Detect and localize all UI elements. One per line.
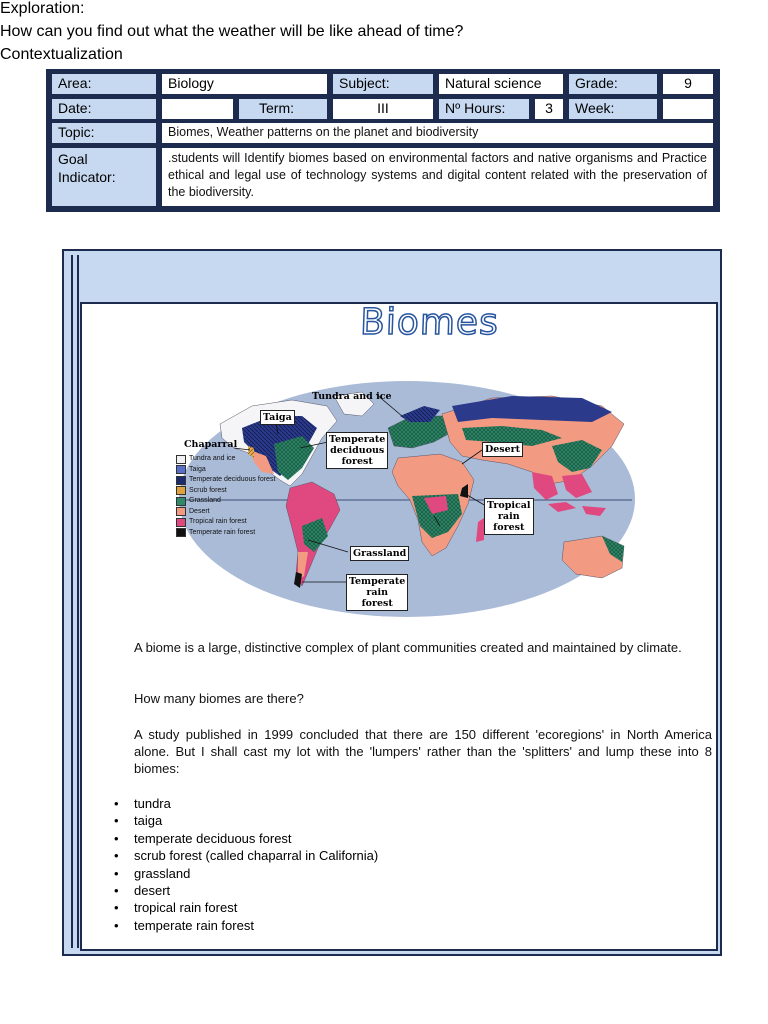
legend-swatch	[176, 486, 186, 495]
legend-swatch	[176, 518, 186, 527]
biome-study-paragraph: A study published in 1999 concluded that there are 150 different 'ecoregions' in North America alone. But I shall cast my lot with the 'lumpers' rather than the 'splitters' and lump these into 8 biomes:	[134, 727, 712, 776]
legend-item	[176, 475, 296, 486]
biome-definition: A biome is a large, distinctive complex of plant communities created and maintained by climate.	[134, 640, 682, 655]
legend-swatch	[176, 507, 186, 516]
exploration-question: How can you find out what the weather will be like ahead of time?	[0, 23, 464, 40]
legend-swatch	[176, 528, 186, 537]
map-label-trf-line2: rain	[366, 587, 389, 598]
week-value	[662, 98, 714, 120]
legend-item	[176, 454, 296, 465]
map-label-tr-line1: Tropical	[487, 500, 531, 511]
legend-label: Temperate rain forest	[189, 528, 256, 536]
world-biomes-map	[162, 376, 652, 622]
map-label-trf-line1: Temperate	[349, 576, 406, 587]
list-item: • temperate rain forest	[112, 917, 512, 934]
list-item: • desert	[112, 882, 512, 899]
map-label-td-line1: Temperate	[329, 434, 386, 445]
biome-list	[112, 795, 512, 934]
legend-item	[176, 507, 296, 518]
biomes-title: Biomes	[359, 302, 500, 343]
legend-label: Grassland	[189, 497, 221, 504]
goal-label-line1: Goal	[58, 151, 88, 167]
map-label-tr-line3: forest	[493, 522, 525, 533]
list-item: • tropical rain forest	[112, 899, 512, 916]
legend-item	[176, 496, 296, 507]
list-item: • scrub forest (called chaparral in California)	[112, 847, 512, 864]
term-value: III	[332, 98, 434, 120]
legend-label: Tundra and ice	[189, 455, 236, 462]
legend-label: Tropical rain forest	[189, 518, 247, 525]
map-label-temperate-deciduous	[326, 432, 388, 469]
goal-label-line2: Indicator:	[58, 169, 116, 185]
contextualization-heading: Contextualization	[0, 46, 123, 63]
map-label-chaparral: Chaparral	[184, 439, 238, 450]
map-label-tr-line2: rain	[497, 511, 520, 522]
map-label-temperate-rain-forest	[346, 574, 408, 611]
legend-item	[176, 486, 296, 497]
map-label-td-line2: deciduous	[330, 445, 385, 456]
topic-label: Topic:	[51, 122, 157, 144]
map-label-grassland: Grassland	[350, 546, 409, 561]
legend-item	[176, 517, 296, 528]
goal-indicator-text: .students will Identify biomes based on environmental factors and native organisms and Practice ethical and legal use of technology systems and digital content related with the preservation of the biodiversity.	[161, 147, 714, 207]
map-label-desert: Desert	[482, 442, 523, 457]
legend-swatch	[176, 455, 186, 464]
hours-value: 3	[534, 98, 564, 120]
map-label-tropical-rain-forest	[484, 498, 534, 535]
goal-indicator-label	[51, 147, 157, 207]
legend-label: Desert	[189, 507, 210, 515]
list-item: • grassland	[112, 865, 512, 882]
list-item: • tundra	[112, 795, 512, 812]
legend-swatch	[176, 476, 186, 485]
map-label-trf-line3: forest	[361, 598, 393, 609]
map-label-taiga: Taiga	[260, 410, 295, 425]
legend-label: Taiga	[189, 465, 206, 473]
legend-item	[176, 528, 296, 539]
grade-label: Grade:	[568, 73, 658, 95]
topic-value: Biomes, Weather patterns on the planet and biodiversity	[161, 122, 714, 144]
hours-label: Nº Hours:	[438, 98, 530, 120]
area-label: Area:	[51, 73, 157, 95]
week-label: Week:	[568, 98, 658, 120]
subject-value: Natural science	[438, 73, 564, 95]
map-label-tundra: Tundra and ice	[312, 391, 392, 402]
legend-swatch	[176, 465, 186, 474]
map-label-td-line3: forest	[341, 456, 373, 467]
legend-label: Temperate deciduous forest	[189, 476, 276, 483]
legend-item	[176, 465, 296, 476]
biome-question: How many biomes are there?	[134, 691, 304, 706]
date-value	[161, 98, 234, 120]
legend-label: Scrub forest	[189, 486, 227, 494]
area-value: Biology	[161, 73, 328, 95]
legend-swatch	[176, 497, 186, 506]
exploration-label: Exploration:	[0, 0, 85, 17]
panel-margin-rule	[71, 255, 79, 948]
subject-label: Subject:	[332, 73, 434, 95]
term-label: Term:	[238, 98, 328, 120]
grade-value: 9	[662, 73, 714, 95]
lesson-header-table	[46, 69, 720, 212]
list-item: • taiga	[112, 812, 512, 829]
list-item: • temperate deciduous forest	[112, 830, 512, 847]
map-legend	[176, 454, 296, 538]
date-label: Date:	[51, 98, 157, 120]
